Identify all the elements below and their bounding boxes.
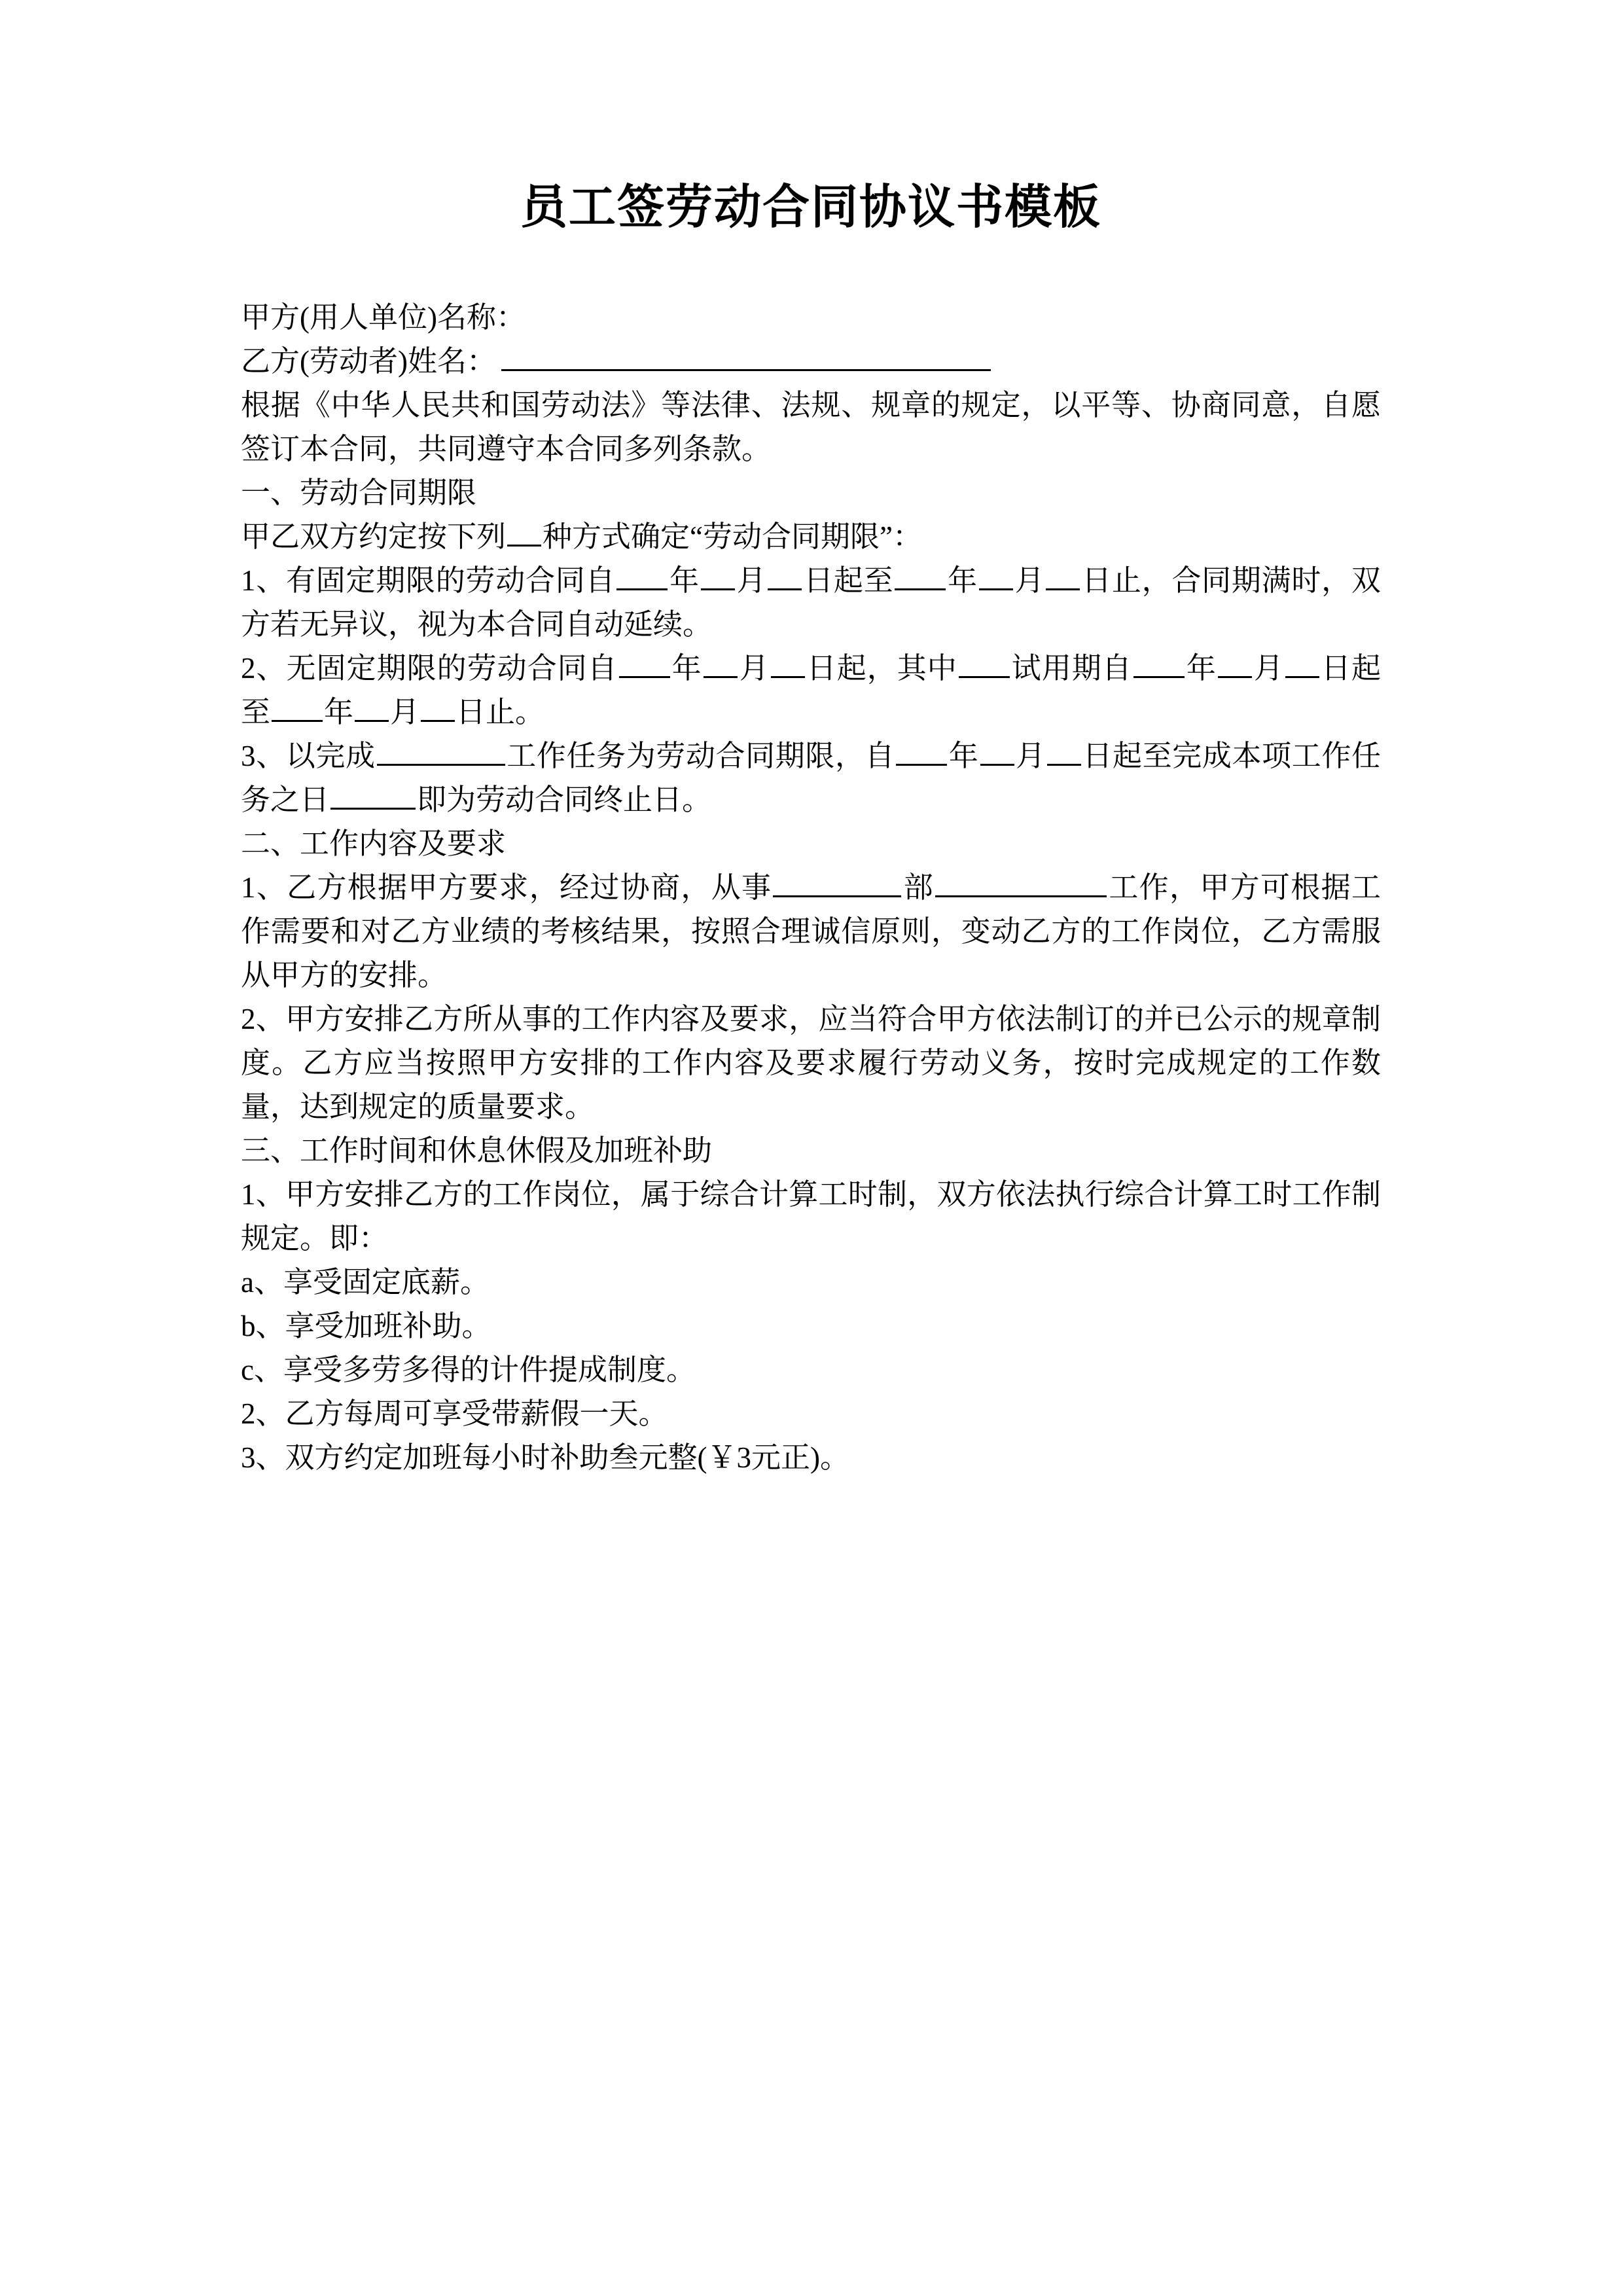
page-title: 员工签劳动合同协议书模板	[520, 181, 1101, 234]
party-b-label: 乙方(劳动者)姓名：	[241, 345, 496, 378]
section-3-item-a-number: a、	[241, 1266, 283, 1299]
seg: 甲方安排乙方所从事的工作内容及要求，应当符合甲方依法制订的并已公示的规章制度。乙方应当按照甲方安排的工作内容及要求履行劳动义务，按时完成规定的工作数量，达到规定的质量要求。	[241, 1003, 1381, 1123]
preamble-paragraph: 根据《中华人民共和国劳动法》等法律、法规、规章的规定，以平等、协商同意，自愿签订本合同，共同遵守本合同多列条款。	[241, 389, 1381, 465]
blank-fixed-end-day[interactable]	[1046, 562, 1080, 590]
blank-fixed-start-year[interactable]	[616, 562, 668, 590]
section-3-item-3	[241, 1436, 1381, 1480]
blank-position[interactable]	[935, 869, 1107, 897]
seg: 即为劳动合同终止日。	[417, 783, 712, 816]
seg: 工作，甲方可根据工作需要和对乙方业绩的考核结果，按照合理诚信原则，变动乙方的工作岗位，乙方需服从甲方的安排。	[241, 871, 1381, 992]
section-3-item-a	[241, 1261, 1381, 1304]
seg: 月	[738, 652, 770, 685]
seg: 有固定期限的劳动合同自	[286, 564, 616, 597]
section-1-item-2	[241, 647, 1381, 734]
section-1-item-3-number: 3、	[241, 740, 286, 772]
seg: 享受多劳多得的计件提成制度。	[283, 1354, 696, 1386]
section-3-item-b-number: b、	[241, 1310, 285, 1342]
blank-open-start-day[interactable]	[771, 650, 805, 678]
seg: 工作任务为劳动合同期限，自	[506, 740, 895, 772]
seg: 年	[324, 696, 354, 728]
blank-probation-end-month[interactable]	[355, 694, 389, 722]
blank-probation-start-year[interactable]	[1133, 650, 1185, 678]
section-1-item-3	[241, 734, 1381, 822]
seg: 日起，其中	[806, 652, 957, 685]
seg: 日止。	[456, 696, 545, 728]
party-b-name-blank[interactable]	[501, 346, 991, 371]
section-3-item-1-number: 1、	[241, 1178, 285, 1211]
seg: 部	[902, 871, 935, 904]
blank-task-description[interactable]	[377, 738, 505, 766]
blank-open-start-year[interactable]	[619, 650, 670, 678]
section-3-item-2	[241, 1392, 1381, 1436]
blank-fixed-start-day[interactable]	[768, 562, 802, 590]
section-1-item-1-number: 1、	[241, 564, 287, 597]
party-a-line	[241, 296, 1381, 340]
blank-fixed-end-year[interactable]	[895, 562, 946, 590]
section-heading-1: 一、劳动合同期限	[241, 476, 477, 509]
section-2-item-2-number: 2、	[241, 1003, 285, 1035]
blank-probation-end-day[interactable]	[421, 694, 455, 722]
seg: 月	[736, 564, 767, 597]
seg: 月	[1253, 652, 1284, 685]
section-1-intro-b: 种方式确定“劳动合同期限”：	[543, 520, 922, 553]
seg: 日止，合同期满时，双方若无异议，视为本合同自动延续。	[241, 564, 1381, 641]
seg: 享受固定底薪。	[283, 1266, 490, 1299]
seg: 无固定期限的劳动合同自	[286, 652, 618, 685]
seg: 甲方安排乙方的工作岗位，属于综合计算工时制，双方依法执行综合计算工时工作制规定。即：	[241, 1178, 1381, 1255]
party-a-label: 甲方(用人单位)名称：	[241, 301, 526, 334]
section-2-item-2	[241, 997, 1381, 1129]
blank-contract-type-count[interactable]	[507, 518, 541, 547]
seg: 以完成	[285, 740, 376, 772]
blank-probation-start-month[interactable]	[1218, 650, 1252, 678]
seg: 日起至	[241, 652, 1381, 728]
seg: 试用期自	[1010, 652, 1132, 685]
party-b-line	[241, 340, 1381, 384]
section-1-item-1	[241, 559, 1381, 647]
seg: 年	[669, 564, 700, 597]
section-1-intro	[241, 515, 1381, 559]
section-heading-2: 二、工作内容及要求	[241, 827, 507, 860]
section-3-item-c-number: c、	[241, 1354, 283, 1386]
section-3-item-3-number: 3、	[241, 1441, 285, 1474]
section-heading-3: 三、工作时间和休息休假及加班补助	[241, 1134, 713, 1167]
seg: 双方约定加班每小时补助叁元整(￥3元正)。	[285, 1441, 849, 1474]
seg: 乙方每周可享受带薪假一天。	[285, 1397, 668, 1430]
seg: 乙方根据甲方要求，经过协商，从事	[287, 871, 772, 904]
section-1-intro-a: 甲乙双方约定按下列	[241, 520, 507, 553]
seg: 享受加班补助。	[285, 1310, 491, 1342]
seg: 月	[1015, 740, 1046, 772]
section-3-item-2-number: 2、	[241, 1397, 285, 1430]
section-3-item-1	[241, 1173, 1381, 1261]
blank-fixed-end-month[interactable]	[979, 562, 1013, 590]
document-content	[241, 0, 1381, 1480]
seg: 日起至	[803, 564, 894, 597]
seg: 年	[671, 652, 702, 685]
section-3-item-b	[241, 1304, 1381, 1348]
blank-task-completion-date[interactable]	[330, 781, 416, 810]
blank-probation-start-day[interactable]	[1285, 650, 1319, 678]
section-2-item-1-number: 1、	[241, 871, 287, 904]
blank-task-start-month[interactable]	[980, 738, 1014, 766]
seg: 月	[390, 696, 420, 728]
seg: 日起至完成本项工作任务之日	[241, 740, 1381, 816]
section-3-item-c	[241, 1348, 1381, 1392]
seg: 年	[947, 564, 978, 597]
blank-fixed-start-month[interactable]	[701, 562, 735, 590]
blank-task-start-year[interactable]	[896, 738, 947, 766]
seg: 年	[1185, 652, 1217, 685]
section-1-item-2-number: 2、	[241, 652, 287, 685]
blank-open-start-month[interactable]	[704, 650, 738, 678]
section-2-item-1	[241, 866, 1381, 997]
seg: 年	[948, 740, 979, 772]
blank-department[interactable]	[773, 869, 901, 897]
blank-probation-length[interactable]	[959, 650, 1010, 678]
blank-task-start-day[interactable]	[1047, 738, 1081, 766]
blank-probation-end-year[interactable]	[272, 694, 323, 722]
seg: 月	[1014, 564, 1045, 597]
